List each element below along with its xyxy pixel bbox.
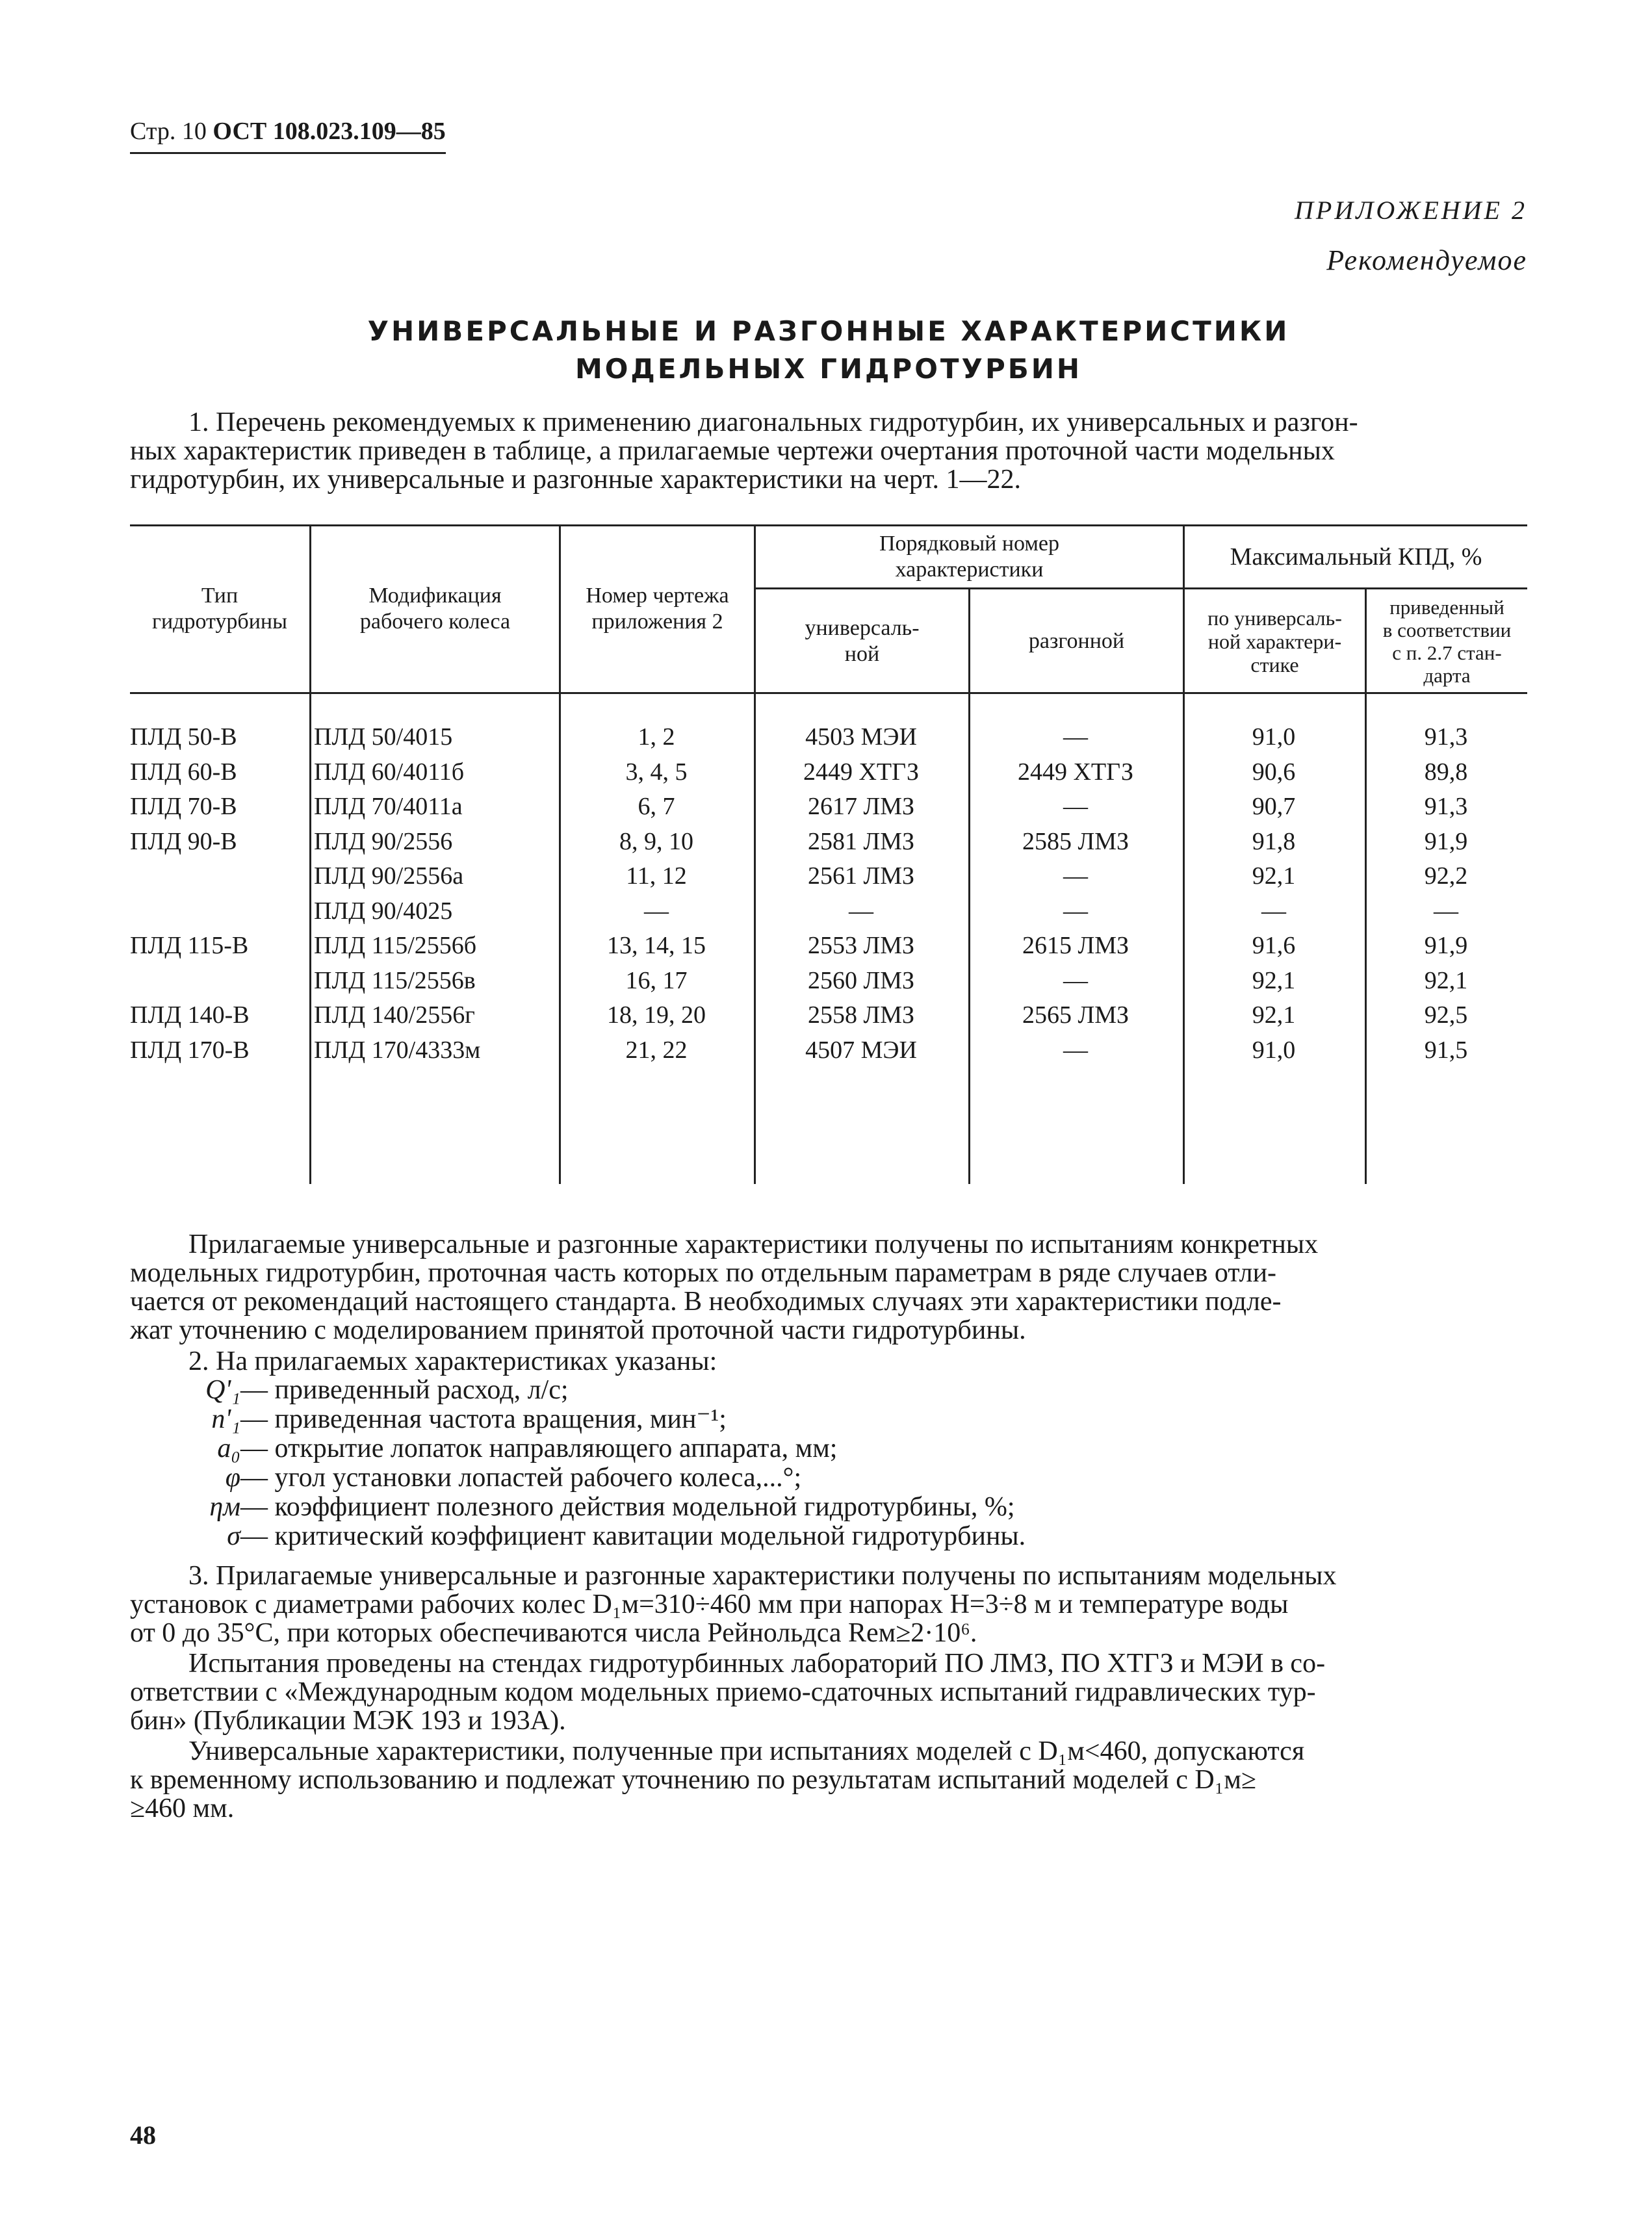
cell-uni: 2558 ЛМЗ [807,1001,915,1029]
page-header [130,117,446,154]
cell-type: ПЛД 115-В [130,932,249,959]
cell-uni: 4507 МЭИ [805,1036,917,1064]
table-row [130,862,1527,897]
cell-dwg: 6, 7 [638,793,675,820]
legend-item [130,1464,801,1491]
text-line: жат уточнению с моделированием принятой проточной части гидротурбины. [130,1315,1026,1345]
header-order-group [756,528,1183,586]
header-drawing [561,563,754,654]
cell-kpd1: 90,7 [1252,793,1296,820]
cell-kpd1: 92,1 [1252,966,1296,994]
legend-text: — критический коэффициент кавитации модельной гидротурбины. [240,1521,1026,1551]
header-text: Модификация [368,584,502,608]
cell-razg: — [1063,966,1088,994]
legend-item [130,1376,569,1404]
cell-uni: — [849,897,873,925]
legend-symbol: a₀ [217,1434,240,1463]
cell-type: ПЛД 90-В [130,827,237,855]
legend-symbol: φ [225,1463,240,1493]
legend-symbol: n'₁ [211,1404,240,1434]
cell-type: ПЛД 140-В [130,1001,250,1029]
header-text: в соответствии [1382,618,1512,641]
header-text: дарта [1423,663,1471,687]
legend-text: — открытие лопаток направляющего аппарата, мм; [240,1434,838,1463]
header-modification [311,563,559,654]
cell-dwg: 18, 19, 20 [607,1001,706,1029]
cell-dwg: 3, 4, 5 [625,758,688,786]
legend-symbol: Q'₁ [205,1375,240,1405]
cell-kpd1: 91,6 [1252,932,1296,959]
header-text: с п. 2.7 стан- [1392,641,1502,664]
cell-dwg: 16, 17 [625,966,688,994]
text-line: от 0 до 35°С, при которых обеспечиваются числа Рейнольдса Reм≥2·10⁶. [130,1618,977,1648]
cell-kpd1: 90,6 [1252,758,1296,786]
cell-kpd2: 91,5 [1424,1036,1468,1064]
legend-item [130,1435,837,1462]
table-row [130,723,1527,758]
cell-uni: 2449 ХТГЗ [803,758,920,786]
header-text: Порядковый номер [879,532,1060,556]
header-text: Номер чертежа [586,584,729,608]
appendix-status: Рекомендуемое [1326,244,1527,276]
header-text: Максимальный КПД, % [1230,543,1482,571]
cell-kpd2: 92,5 [1424,1001,1468,1029]
legend-symbol: σ [227,1521,240,1551]
appendix-label: ПРИЛОЖЕНИЕ 2 [1295,196,1527,225]
legend-item [130,1406,727,1433]
cell-razg: — [1063,793,1088,820]
cell-kpd2: 91,9 [1424,827,1468,855]
header-universal [756,596,968,687]
legend-intro [130,1347,1527,1376]
cell-mod: ПЛД 115/2556в [314,966,476,994]
table-row [130,1001,1527,1036]
table-row [130,758,1527,793]
cell-type: ПЛД 70-В [130,793,237,820]
cell-dwg: 21, 22 [625,1036,688,1064]
table-row [130,827,1527,862]
text-line: ответствии с «Международным кодом модельных приемо-сдаточных испытаний гидравлических тур- [130,1677,1316,1707]
header-text: универсаль- [805,616,920,640]
cell-mod: ПЛД 90/2556а [314,862,464,890]
header-page-label: Стр. 10 [130,118,207,145]
cell-kpd1: 92,1 [1252,1001,1296,1029]
header-text: Тип [201,584,239,608]
cell-kpd2: 89,8 [1424,758,1468,786]
legend-symbol: ηм [209,1492,240,1522]
header-standard: ОСТ 108.023.109—85 [213,118,446,145]
table-row [130,897,1527,932]
table-row [130,931,1527,966]
intro-paragraph [130,408,1527,494]
cell-mod: ПЛД 50/4015 [314,723,453,751]
cell-razg: — [1063,897,1088,925]
text-line: 3. Прилагаемые универсальные и разгонные характеристики получены по испытаниям модельных [188,1561,1337,1591]
cell-uni: 4503 МЭИ [805,723,917,751]
legend-text: — приведенная частота вращения, мин⁻¹; [240,1404,727,1434]
header-kpd-reduced [1367,591,1527,691]
header-text: рабочего колеса [359,610,511,634]
cell-type: ПЛД 60-В [130,758,237,786]
header-kpd-universal [1185,593,1365,690]
paragraph-3 [130,1562,1527,1647]
header-text: стике [1250,653,1299,676]
header-text: по универсаль- [1207,606,1342,630]
cell-razg: 2615 ЛМЗ [1022,932,1129,959]
table-header-rule [130,692,1527,694]
legend-item [130,1493,1015,1521]
text-line: бин» (Публикации МЭК 193 и 193А). [130,1706,566,1736]
cell-kpd2: 92,1 [1424,966,1468,994]
cell-kpd1: 91,0 [1252,1036,1296,1064]
table-group-rule [1183,587,1527,589]
document-title-line1: УНИВЕРСАЛЬНЫЕ И РАЗГОННЫЕ ХАРАКТЕРИСТИКИ [367,315,1290,347]
header-text: ной [844,642,880,666]
table-row [130,792,1527,827]
cell-kpd1: 91,0 [1252,723,1296,751]
cell-mod: ПЛД 115/2556б [314,932,477,959]
cell-razg: 2449 ХТГЗ [1017,758,1134,786]
header-runaway [970,596,1183,687]
paragraph-4 [130,1649,1527,1735]
cell-mod: ПЛД 140/2556г [314,1001,475,1029]
legend-text: — коэффициент полезного действия модельной гидротурбины, %; [240,1492,1015,1522]
cell-uni: 2561 ЛМЗ [807,862,915,890]
cell-kpd2: 91,9 [1424,932,1468,959]
text-line: гидротурбин, их универсальные и разгонные характеристики на черт. 1—22. [130,465,1022,495]
turbine-table [130,524,1527,1187]
cell-dwg: 13, 14, 15 [607,932,706,959]
cell-type: ПЛД 50-В [130,723,237,751]
text-line: чается от рекомендаций настоящего стандарта. В необходимых случаях эти характеристики подле- [130,1287,1282,1317]
paragraph-5 [130,1737,1527,1823]
text-line: ≥460 мм. [130,1794,235,1823]
cell-kpd1: 91,8 [1252,827,1296,855]
header-type [130,563,309,654]
cell-dwg: 1, 2 [638,723,675,751]
cell-mod: ПЛД 90/2556 [314,827,453,855]
header-text: характеристики [895,558,1044,582]
cell-razg: — [1063,1036,1088,1064]
cell-razg: — [1063,862,1088,890]
cell-mod: ПЛД 170/4333м [314,1036,481,1064]
after-table-paragraph [130,1230,1527,1345]
legend-text: — угол установки лопастей рабочего колеса,...°; [240,1463,802,1493]
text-line: Универсальные характеристики, полученные при испытаниях моделей с D₁м<460, допускаются [188,1736,1305,1766]
text-line: 2. На прилагаемых характеристиках указаны: [188,1346,717,1376]
table-row [130,1036,1527,1071]
text-line: Прилагаемые универсальные и разгонные характеристики получены по испытаниям конкретных [188,1229,1319,1259]
header-text: приведенный [1389,595,1504,619]
text-line: 1. Перечень рекомендуемых к применению диагональных гидротурбин, их универсальных и разгон- [188,407,1358,437]
cell-mod: ПЛД 70/4011а [314,793,463,820]
text-line: к временному использованию и подлежат уточнению по результатам испытаний моделей с D₁м≥ [130,1765,1256,1795]
text-line: модельных гидротурбин, проточная часть которых по отдельным параметрам в ряде случаев отли- [130,1258,1277,1288]
header-text: ной характери- [1207,630,1342,653]
cell-uni: 2560 ЛМЗ [807,966,915,994]
cell-mod: ПЛД 60/4011б [314,758,465,786]
cell-type: ПЛД 170-В [130,1036,250,1064]
cell-kpd2: 92,2 [1424,862,1468,890]
cell-uni: 2553 ЛМЗ [807,932,915,959]
cell-dwg: — [644,897,669,925]
cell-mod: ПЛД 90/4025 [314,897,453,925]
text-line: установок с диаметрами рабочих колес D₁м=310÷460 мм при напорах H=3÷8 м и температуре воды [130,1590,1289,1619]
cell-uni: 2581 ЛМЗ [807,827,915,855]
legend-item [130,1523,1026,1550]
cell-dwg: 8, 9, 10 [619,827,693,855]
legend-text: — приведенный расход, л/с; [240,1375,569,1405]
text-line: ных характеристик приведен в таблице, а прилагаемые чертежи очертания проточной части модельных [130,436,1335,466]
text-line: Испытания проведены на стендах гидротурбинных лабораторий ПО ЛМЗ, ПО ХТГЗ и МЭИ в со- [188,1649,1326,1679]
cell-kpd2: 91,3 [1424,723,1468,751]
header-text: разгонной [1028,629,1125,653]
cell-razg: — [1063,723,1088,751]
cell-kpd1: 92,1 [1252,862,1296,890]
cell-kpd1: — [1261,897,1286,925]
cell-uni: 2617 ЛМЗ [807,793,915,820]
cell-dwg: 11, 12 [626,862,687,890]
cell-kpd2: — [1434,897,1458,925]
cell-razg: 2565 ЛМЗ [1022,1001,1129,1029]
header-text: гидротурбины [152,610,287,634]
cell-razg: 2585 ЛМЗ [1022,827,1129,855]
header-kpd-group [1185,528,1527,586]
header-text: приложения 2 [591,610,723,634]
cell-kpd2: 91,3 [1424,793,1468,820]
page-number: 48 [130,2120,156,2150]
table-top-rule [130,524,1527,526]
table-row [130,966,1527,1001]
document-title-line2: МОДЕЛЬНЫХ ГИДРОТУРБИН [574,353,1083,385]
